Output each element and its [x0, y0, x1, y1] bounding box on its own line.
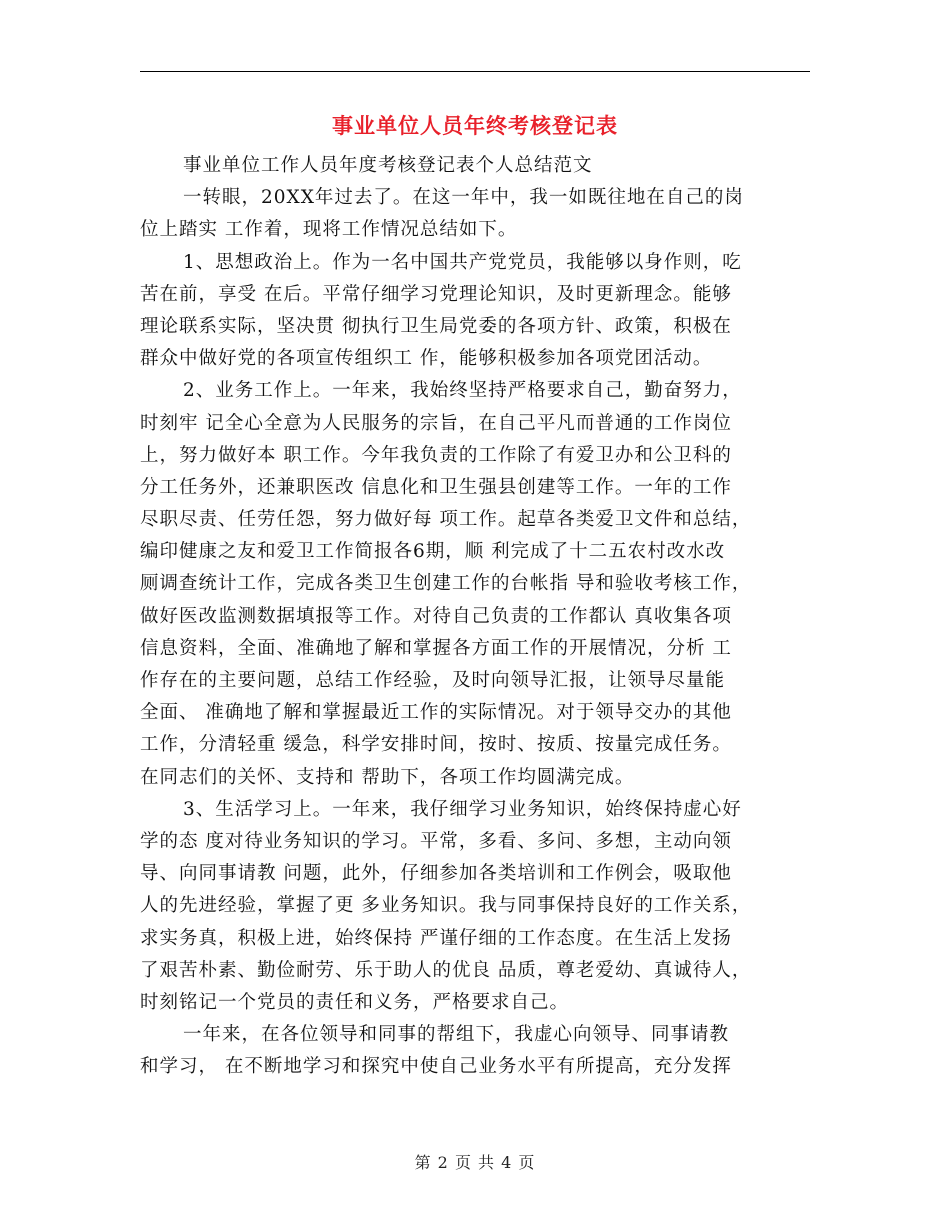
header-rule: [140, 71, 810, 72]
text-line: 理论联系实际，坚决贯 彻执行卫生局党委的各项方针、政策，积极在: [140, 315, 732, 337]
text-line: 分工任务外，还兼职医改 信息化和卫生强县创建等工作。一年的工作: [140, 476, 732, 498]
text-line: 编印健康之友和爱卫工作简报各6期，顺 利完成了十二五农村改水改: [140, 541, 726, 563]
text-line: 厕调查统计工作，完成各类卫生创建工作的台帐指 导和验收考核工作，: [140, 573, 752, 595]
text-line: 上，努力做好本 职工作。今年我负责的工作除了有爱卫办和公卫科的: [140, 444, 732, 466]
text-line: 和学习， 在不断地学习和探究中使自己业务水平有所提高，充分发挥: [140, 1056, 732, 1078]
text-line: 2、业务工作上。一年来，我始终坚持严格要求自己，勤奋努力，: [183, 380, 742, 402]
text-line: 一转眼，20XX年过去了。在这一年中，我一如既往地在自己的岗: [183, 187, 744, 209]
text-line: 在同志们的关怀、支持和 帮助下，各项工作均圆满完成。: [140, 766, 635, 788]
text-line: 位上踏实 工作着，现将工作情况总结如下。: [140, 219, 518, 241]
text-line: 全面、 准确地了解和掌握最近工作的实际情况。对于领导交办的其他: [140, 702, 732, 724]
text-line: 做好医改监测数据填报等工作。对待自己负责的工作都认 真收集各项: [140, 605, 732, 627]
text-line: 信息资料，全面、准确地了解和掌握各方面工作的开展情况，分析 工: [140, 637, 732, 659]
text-line: 人的先进经验，掌握了更 多业务知识。我与同事保持良好的工作关系，: [140, 895, 752, 917]
text-line: 求实务真，积极上进，始终保持 严谨仔细的工作态度。在生活上发扬: [140, 927, 732, 949]
text-line: 一年来，在各位领导和同事的帮组下，我虚心向领导、同事请教: [183, 1024, 730, 1046]
text-line: 事业单位工作人员年度考核登记表个人总结范文: [183, 155, 593, 176]
text-line: 工作，分清轻重 缓急，科学安排时间，按时、按质、按量完成任务。: [140, 734, 732, 756]
text-line: 学的态 度对待业务知识的学习。平常，多看、多问、多想，主动向领: [140, 830, 732, 852]
text-line: 苦在前，享受 在后。平常仔细学习党理论知识，及时更新理念。能够: [140, 283, 732, 305]
text-line: 导、向同事请教 问题，此外，仔细参加各类培训和工作例会，吸取他: [140, 863, 732, 885]
document-body: [140, 150, 810, 1083]
text-line: 尽职尽责、任劳任怨，努力做好每 项工作。起草各类爱卫文件和总结，: [140, 509, 752, 531]
document-title: 事业单位人员年终考核登记表: [332, 113, 618, 138]
text-line: 时刻铭记一个党员的责任和义务，严格要求自己。: [140, 991, 570, 1013]
text-line: 作存在的主要问题，总结工作经验，及时向领导汇报，让领导尽量能: [140, 670, 726, 691]
text-line: 了艰苦朴素、勤俭耐劳、乐于助人的优良 品质，尊老爱幼、真诚待人，: [140, 959, 752, 981]
text-line: 1、思想政治上。作为一名中国共产党党员，我能够以身作则，吃: [183, 251, 742, 273]
text-line: 群众中做好党的各项宣传组织工 作，能够积极参加各项党团活动。: [140, 348, 713, 370]
page-footer: 第 2 页 共 4 页: [414, 1153, 536, 1172]
text-line: 3、生活学习上。一年来，我仔细学习业务知识，始终保持虚心好: [183, 798, 742, 820]
text-line: 时刻牢 记全心全意为人民服务的宗旨，在自己平凡而普通的工作岗位: [140, 412, 732, 434]
